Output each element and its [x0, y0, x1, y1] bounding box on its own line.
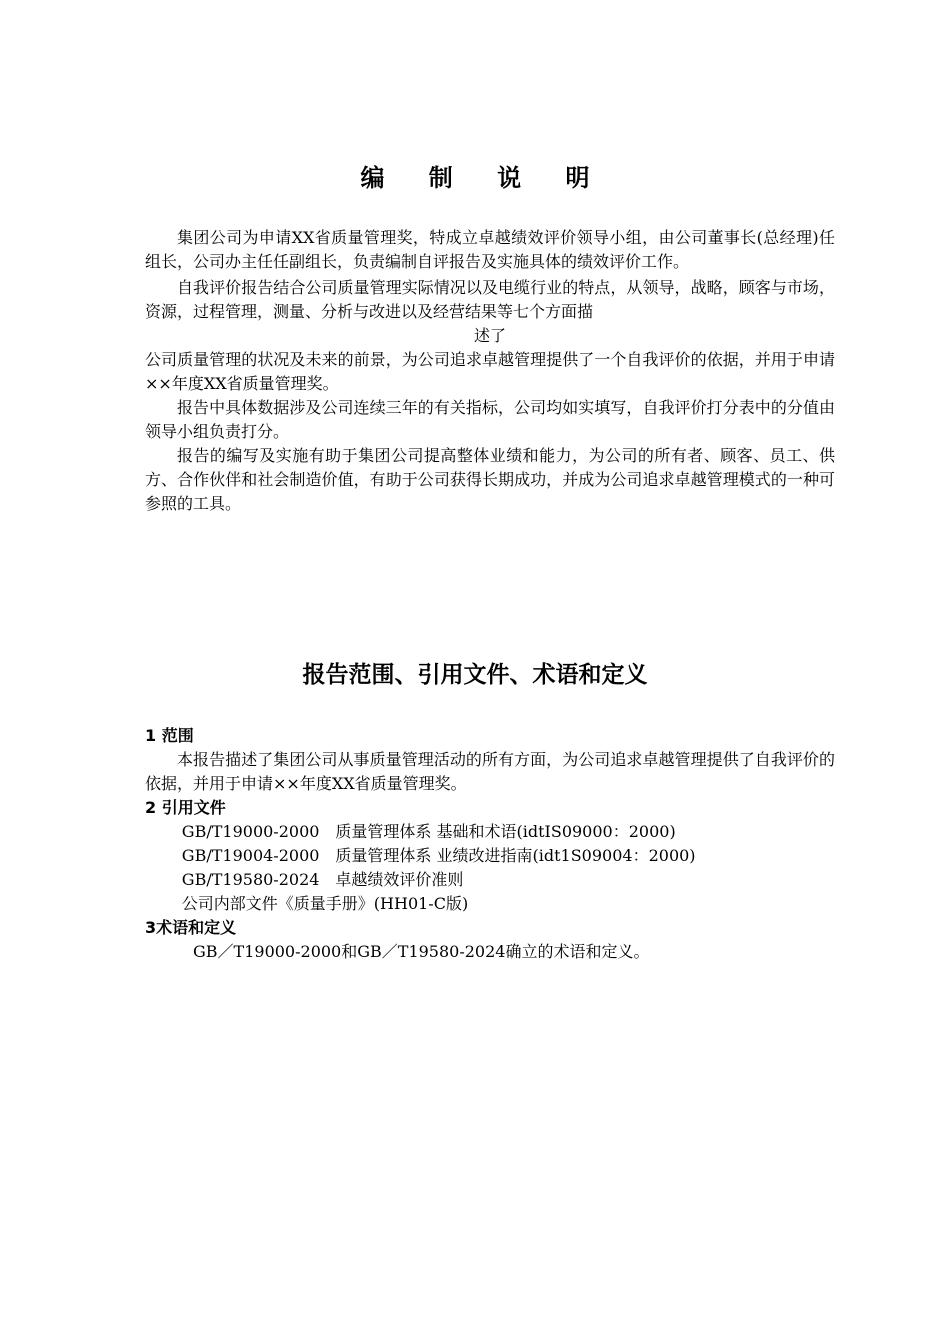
intro-paragraph-3: 报告中具体数据涉及公司连续三年的有关指标，公司均如实填写，自我评价打分表中的分值由领导小组负责打分。 [145, 398, 835, 441]
section-1-text: 本报告描述了集团公司从事质量管理活动的所有方面，为公司追求卓越管理提供了自我评价的依据，并用于申请××年度XX省质量管理奖。 [145, 750, 835, 793]
reference-item: GB/T19580-2024 卓越绩效评价准则 [181, 870, 464, 889]
section-1-heading: 1 范围 [145, 726, 194, 745]
intro-title: 编 制 说 明 [360, 164, 608, 192]
scope-title: 报告范围、引用文件、术语和定义 [302, 662, 648, 688]
intro-paragraph-2a: 自我评价报告结合公司质量管理实际情况以及电缆行业的特点，从领导，战略，顾客与市场，资源，过程管理，测量、分析与改进以及经营结果等七个方面描 [145, 278, 835, 321]
intro-paragraph-4: 报告的编写及实施有助于集团公司提高整体业绩和能力，为公司的所有者、顾客、员工、供方、合作伙伴和社会制造价值，有助于公司获得长期成功，并成为公司追求卓越管理模式的一种可参照的工具。 [145, 446, 835, 513]
intro-body [145, 226, 835, 516]
section-3-heading: 3术语和定义 [145, 918, 237, 937]
section-2-heading: 2 引用文件 [145, 798, 226, 817]
intro-paragraph-1: 集团公司为申请XX省质量管理奖，特成立卓越绩效评价领导小组，由公司董事长(总经理)任组长，公司办主任任副组长，负责编制自评报告及实施具体的绩效评价工作。 [145, 228, 835, 271]
reference-item: GB/T19004-2000 质量管理体系 业绩改进指南(idt1S09004：2000) [181, 846, 696, 865]
intro-paragraph-2c: 公司质量管理的状况及未来的前景，为公司追求卓越管理提供了一个自我评价的依据，并用于申请××年度XX省质量管理奖。 [145, 350, 835, 393]
intro-paragraph-2b: 述了 [473, 326, 506, 345]
section-3-text: GB／T19000-2000和GB／T19580-2024确立的术语和定义。 [193, 942, 650, 961]
reference-item: GB/T19000-2000 质量管理体系 基础和术语(idtIS09000：2000) [181, 822, 676, 841]
reference-item: 公司内部文件《质量手册》(HH01-C版) [181, 894, 469, 913]
scope-body [145, 724, 835, 964]
